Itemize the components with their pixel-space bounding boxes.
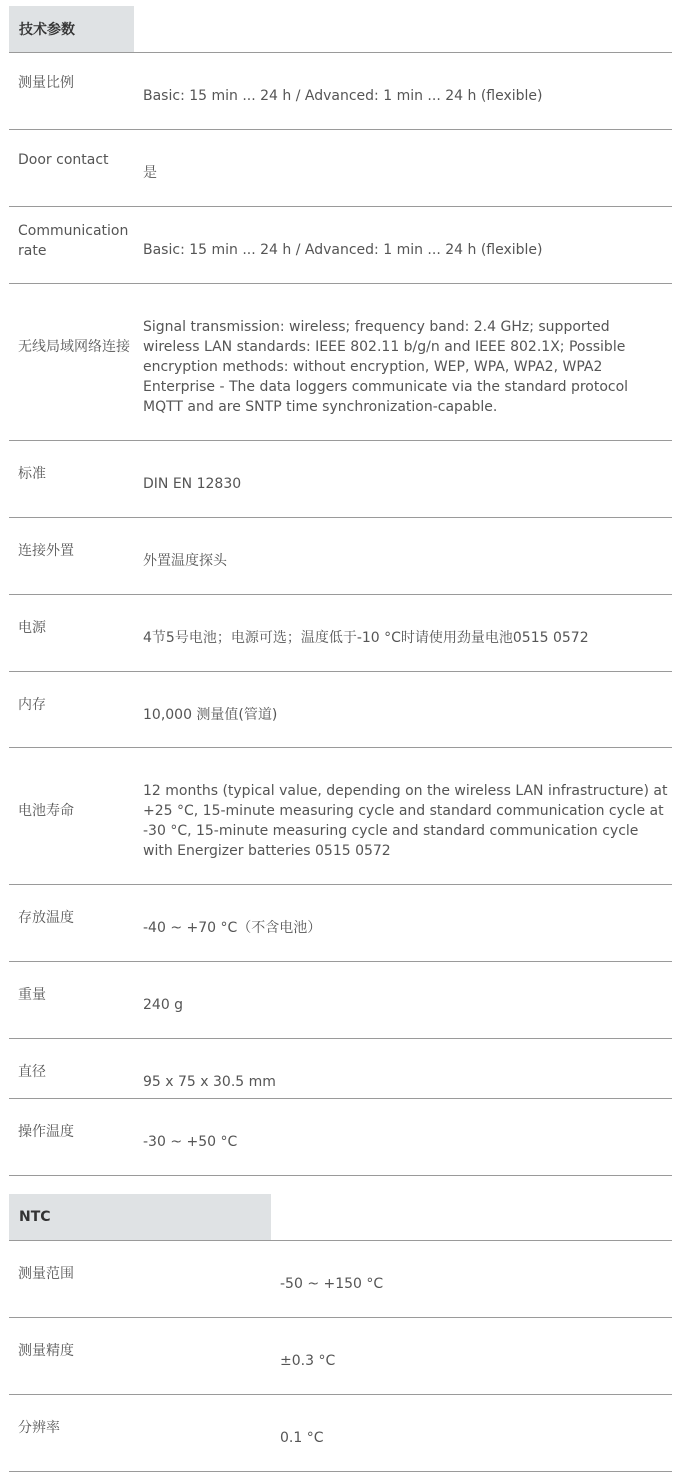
spec-value: 12 months (typical value, depending on the wireless LAN infrastructure) at +25 °C, 15-minute measuring cycle and standard communication cycle at -30 °C, 15-minute measuring cycle and standard communication cycle with Energizer batteries 0515 0572 xyxy=(143,783,668,859)
spec-value: Signal transmission: wireless; frequency band: 2.4 GHz; supported wireless LAN standards: IEEE 802.11 b/g/n and IEEE 802.1X; Possible encryption methods: without encryption, WEP, WPA, WPA2, WPA2 Enterprise - The data loggers communicate via the standard protocol MQTT and are SNTP time synchronization-capable. xyxy=(143,319,629,415)
ntc-row-measuring-range xyxy=(9,1241,672,1318)
spec-label: 电池寿命 xyxy=(18,803,74,819)
spec-label: 直径 xyxy=(18,1064,46,1080)
spec-row-external-connection xyxy=(9,518,672,595)
spec-row-dimensions xyxy=(9,1039,672,1099)
tech-params-header xyxy=(9,6,672,53)
spec-label: 连接外置 xyxy=(18,543,74,559)
spec-value: Basic: 15 min ... 24 h / Advanced: 1 min ... 24 h (flexible) xyxy=(143,242,543,258)
spec-label: 重量 xyxy=(18,987,46,1003)
spec-value: -50 ~ +150 °C xyxy=(280,1276,384,1292)
spec-row-wlan xyxy=(9,284,672,441)
spec-row-door-contact xyxy=(9,130,672,207)
spec-label: 操作温度 xyxy=(18,1124,74,1140)
section-title: NTC xyxy=(19,1209,51,1225)
spec-value: 0.1 °C xyxy=(280,1430,324,1446)
spec-label: Door contact xyxy=(18,152,109,168)
spec-label: 测量比例 xyxy=(18,75,74,91)
spec-label: 标准 xyxy=(18,466,46,482)
spec-row-power-supply xyxy=(9,595,672,672)
ntc-row-resolution xyxy=(9,1395,672,1472)
spec-row-measure-rate xyxy=(9,53,672,130)
spec-value: -30 ~ +50 °C xyxy=(143,1134,238,1150)
spec-row-battery-life xyxy=(9,748,672,885)
spec-label: Communication rate xyxy=(18,223,129,259)
tech-params-section xyxy=(9,6,672,1176)
spec-value: 10,000 测量值(管道) xyxy=(143,707,278,723)
spec-row-weight xyxy=(9,962,672,1039)
spec-label: 测量范围 xyxy=(18,1266,74,1282)
spec-label: 无线局域网络连接 xyxy=(18,339,130,355)
spec-value: DIN EN 12830 xyxy=(143,476,242,492)
spec-value: 95 x 75 x 30.5 mm xyxy=(143,1074,276,1090)
tech-params-header-tab xyxy=(9,6,134,52)
ntc-header-tab xyxy=(9,1194,271,1240)
spec-value: 外置温度探头 xyxy=(143,553,227,569)
spec-value: Basic: 15 min ... 24 h / Advanced: 1 min ... 24 h (flexible) xyxy=(143,88,543,104)
section-title: 技术参数 xyxy=(19,22,75,38)
spec-label: 内存 xyxy=(18,697,46,713)
spec-label: 存放温度 xyxy=(18,910,74,926)
spec-value: -40 ~ +70 °C（不含电池） xyxy=(143,920,322,936)
ntc-header xyxy=(9,1194,672,1241)
spec-value: 240 g xyxy=(143,997,184,1013)
spec-value: ±0.3 °C xyxy=(280,1353,336,1369)
spec-row-storage-temperature xyxy=(9,885,672,962)
spec-row-standard xyxy=(9,441,672,518)
ntc-row-accuracy xyxy=(9,1318,672,1395)
ntc-section xyxy=(9,1194,672,1472)
spec-row-memory xyxy=(9,672,672,748)
spec-label: 分辨率 xyxy=(18,1420,60,1436)
spec-value: 4节5号电池；电源可选；温度低于-10 °C时请使用劲量电池0515 0572 xyxy=(143,630,589,646)
spec-label: 电源 xyxy=(18,620,46,636)
spec-label: 测量精度 xyxy=(18,1343,74,1359)
spec-row-communication-rate xyxy=(9,207,672,284)
spec-value: 是 xyxy=(143,165,157,181)
spec-row-operating-temperature xyxy=(9,1099,672,1176)
